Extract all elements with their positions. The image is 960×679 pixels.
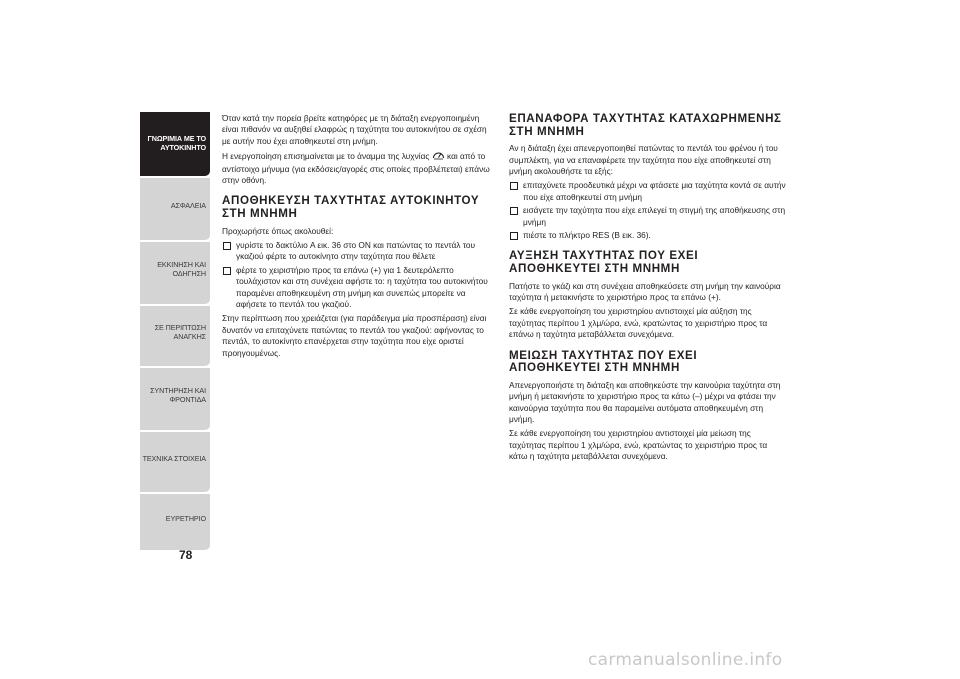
heading-store-speed: ΑΠΟΘΗΚΕΥΣΗ ΤΑΧΥΤΗΤΑΣ ΑΥΤΟΚΙΝΗΤΟΥ ΣΤΗ ΜΝΗΜΗ (222, 194, 480, 221)
watermark: carmanualsonline.info (588, 650, 783, 670)
cruise-control-lamp-icon (432, 150, 445, 163)
restore-paragraph: Αν η διάταξη έχει απενεργοποιηθεί πατώντας το πεντάλ του φρένου ή του συμπλέκτη, για να επαναφέρετε την ταχύτητα που είχε αποθηκευτεί στη μνήμη ακολουθήστε τα εξής: (509, 143, 778, 176)
checkbox-bullet-icon (510, 232, 518, 240)
list-item (509, 180, 787, 203)
tab-getting-to-know-car[interactable] (140, 112, 210, 176)
list-item (222, 265, 492, 311)
list-item-text: φέρτε το χειριστήριο προς τα επάνω (+) για 1 δευτερόλεπτο τουλάχιστον και στη συνέχεια αφήστε το: η ταχύτητα του αυτοκινήτου παραμένει αποθηκευμένη στη μνήμη και συνεπώς μπορείτε να αφήσετε το πεντάλ του γκαζιού. (236, 264, 488, 310)
activation-paragraph (222, 150, 492, 186)
tab-label: ΣΥΝΤΗΡΗΣΗ ΚΑΙ ΦΡΟΝΤΙΔΑ (150, 386, 206, 404)
heading-decrease-speed: ΜΕΙΩΣΗ ΤΑΧΥΤΗΤΑΣ ΠΟΥ ΕΧΕΙ ΑΠΟΘΗΚΕΥΤΕΙ ΣΤΗ ΜΝΗΜΗ (509, 348, 698, 375)
right-column (509, 113, 787, 466)
list-item-text: πιέστε το πλήκτρο RES (B εικ. 36). (523, 230, 651, 241)
checkbox-bullet-icon (510, 182, 518, 190)
checkbox-bullet-icon (510, 207, 518, 215)
list-item (509, 230, 787, 241)
tab-label: ΤΕΧΝΙΚΑ ΣΤΟΙΧΕΙΑ (142, 454, 206, 463)
list-item-text: γυρίστε το δακτύλιο A εικ. 36 στο ON και πατώντας το πεντάλ του γκαζιού φέρτε το αυτοκίνητο στην ταχύτητα που θέλετε (236, 240, 476, 262)
page-number: 78 (179, 548, 193, 562)
tab-label: ΑΣΦΑΛΕΙΑ (170, 201, 206, 210)
activation-text-b: και από το αντίστοιχο μήνυμα (για εκδόσεις/αγορές στις οποίες προβλέπεται) επάνω στην οθόνη. (222, 151, 490, 186)
tab-label: ΣΕ ΠΕΡΙΠΤΩΣΗ ΑΝΑΓΚΗΣ (154, 323, 206, 341)
left-column (222, 113, 492, 362)
heading-restore-speed: ΕΠΑΝΑΦΟΡΑ ΤΑΧΥΤΗΤΑΣ ΚΑΤΑΧΩΡΗΜΕΝΗΣ ΣΤΗ ΜΝΗΜΗ (509, 112, 782, 138)
increase-paragraph-1: Πατήστε το γκάζι και στη συνέχεια αποθηκεύσετε στη μνήμη την καινούρια ταχύτητα ή μετακινήστε το χειριστήριο προς τα επάνω (+). (509, 280, 781, 303)
activation-text-a: Η ενεργοποίηση επισημαίνεται με το άναμμα της λυχνίας (222, 151, 430, 162)
increase-paragraph-2: Σε κάθε ενεργοποίηση του χειριστηρίου αντιστοιχεί μία αύξηση της ταχύτητας περίπου 1 χλμ/ώρα, ενώ, κρατώντας το χειριστήριο προς τα επάνω η ταχύτητα μεταβάλλεται συνεχόμενα. (509, 306, 768, 340)
restore-steps-list (509, 180, 787, 241)
tab-technical-data[interactable] (140, 432, 210, 492)
intro-paragraph: Όταν κατά την πορεία βρείτε κατηφόρες με τη διάταξη ενεργοποιημένη είναι πιθανόν να αυξηθεί ελαφρώς η ταχύτητα του αυτοκινήτου σε σχέση με αυτήν που έχει αποθηκευτεί στη μνήμη. (222, 113, 487, 146)
tab-label: ΕΚΚΙΝΗΣΗ ΚΑΙ ΟΔΗΓΗΣΗ (157, 260, 206, 278)
proceed-text: Προχωρήστε όπως ακολουθεί: (222, 225, 334, 236)
list-item-text: επιταχύνετε προοδευτικά μέχρι να φτάσετε μια ταχύτητα κοντά σε αυτήν που είχε αποθηκευτεί στη μνήμη (523, 180, 786, 202)
checkbox-bullet-icon (223, 267, 231, 275)
closing-paragraph: Στην περίπτωση που χρειάζεται (για παράδειγμα μία προσπέραση) είναι δυνατόν να επιταχύνετε πατώντας το πεντάλ του γκαζιού: αφήνοντας το πεντάλ, το αυτοκίνητο επανέρχεται στην ταχύτητα που είχε οριστεί προηγουμένως. (222, 313, 487, 358)
store-steps-list (222, 240, 492, 310)
heading-increase-speed: ΑΥΞΗΣΗ ΤΑΧΥΤΗΤΑΣ ΠΟΥ ΕΧΕΙ ΑΠΟΘΗΚΕΥΤΕΙ ΣΤΗ ΜΝΗΜΗ (509, 249, 699, 276)
list-item (509, 205, 787, 228)
decrease-paragraph-2: Σε κάθε ενεργοποίηση του χειριστηρίου αντιστοιχεί μία μείωση της ταχύτητας περίπου 1 χλμ/ώρα, ενώ, κρατώντας το χειριστήριο προς τα κάτω η ταχύτητα μεταβάλλεται συνεχόμενα. (509, 428, 768, 462)
tab-maintenance[interactable] (140, 368, 210, 430)
tab-safety[interactable] (140, 178, 210, 240)
list-item (222, 240, 492, 263)
list-item-text: εισάγετε την ταχύτητα που είχε επιλεγεί τη στιγμή της αποθήκευσης στη μνήμη (523, 205, 786, 227)
tab-starting-driving[interactable] (140, 242, 210, 304)
tab-emergency[interactable] (140, 306, 210, 366)
tab-label: ΕΥΡΕΤΗΡΙΟ (165, 514, 206, 523)
decrease-paragraph-1: Απενεργοποιήστε τη διάταξη και αποθηκεύστε την καινούρια ταχύτητα στη μνήμη ή μετακινήστε το χειριστήριο προς τα κάτω (–) μέχρι να φτάσει την καινούργια ταχύτητα που θα παραμείνει αυτόματα αποθηκευμένη στη μνήμη. (509, 379, 781, 425)
tab-index[interactable] (140, 494, 210, 550)
tab-label: ΓΝΩΡΙΜΙΑ ΜΕ ΤΟ ΑΥΤΟΚΙΝΗΤΟ (147, 134, 206, 152)
checkbox-bullet-icon (223, 242, 231, 250)
